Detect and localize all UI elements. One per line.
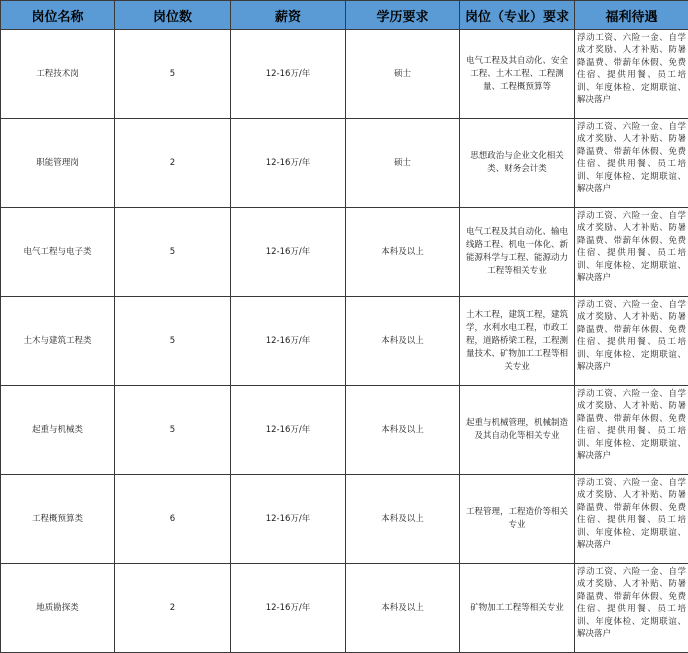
cell-education: 本科及以上 xyxy=(346,208,460,297)
header-education: 学历要求 xyxy=(346,1,460,30)
cell-position-count: 2 xyxy=(115,564,231,653)
cell-benefits: 浮动工资、六险一金、自学成才奖励、人才补贴、防暑降温费、带薪年休假、免费住宿、提供用餐、员工培训、年度体检、定期联谊、解决落户 xyxy=(575,208,688,297)
header-benefits: 福利待遇 xyxy=(575,1,688,30)
cell-education: 本科及以上 xyxy=(346,475,460,564)
header-major: 岗位（专业）要求 xyxy=(460,1,575,30)
cell-position-name: 地质勘探类 xyxy=(1,564,115,653)
cell-position-name: 工程技术岗 xyxy=(1,30,115,119)
cell-position-name: 土木与建筑工程类 xyxy=(1,297,115,386)
table-row xyxy=(1,119,688,208)
cell-salary: 12-16万/年 xyxy=(231,386,346,475)
table-row xyxy=(1,297,688,386)
cell-salary: 12-16万/年 xyxy=(231,30,346,119)
cell-education: 本科及以上 xyxy=(346,564,460,653)
table-header xyxy=(1,1,688,30)
cell-salary: 12-16万/年 xyxy=(231,475,346,564)
cell-education: 本科及以上 xyxy=(346,297,460,386)
cell-position-count: 5 xyxy=(115,208,231,297)
cell-position-name: 起重与机械类 xyxy=(1,386,115,475)
cell-salary: 12-16万/年 xyxy=(231,119,346,208)
cell-position-count: 6 xyxy=(115,475,231,564)
cell-benefits: 浮动工资、六险一金、自学成才奖励、人才补贴、防暑降温费、带薪年休假、免费住宿、提供用餐、员工培训、年度体检、定期联谊、解决落户 xyxy=(575,475,688,564)
table-row xyxy=(1,564,688,653)
cell-major: 起重与机械管理，机械制造及其自动化等相关专业 xyxy=(460,386,575,475)
cell-benefits: 浮动工资、六险一金、自学成才奖励、人才补贴、防暑降温费、带薪年休假、免费住宿、提供用餐、员工培训、年度体检、定期联谊、解决落户 xyxy=(575,386,688,475)
cell-position-count: 5 xyxy=(115,297,231,386)
cell-benefits: 浮动工资、六险一金、自学成才奖励、人才补贴、防暑降温费、带薪年休假、免费住宿、提供用餐、员工培训、年度体检、定期联谊、解决落户 xyxy=(575,564,688,653)
cell-major: 矿物加工工程等相关专业 xyxy=(460,564,575,653)
table-row xyxy=(1,30,688,119)
header-row xyxy=(1,1,688,30)
cell-benefits: 浮动工资、六险一金、自学成才奖励、人才补贴、防暑降温费、带薪年休假、免费住宿、提供用餐、员工培训、年度体检、定期联谊、解决落户 xyxy=(575,30,688,119)
cell-position-count: 5 xyxy=(115,30,231,119)
cell-education: 硕士 xyxy=(346,30,460,119)
header-position-name: 岗位名称 xyxy=(1,1,115,30)
cell-education: 硕士 xyxy=(346,119,460,208)
table-body xyxy=(1,30,688,653)
cell-education: 本科及以上 xyxy=(346,386,460,475)
table-row xyxy=(1,208,688,297)
cell-major: 思想政治与企业文化相关类、财务会计类 xyxy=(460,119,575,208)
cell-position-name: 工程概预算类 xyxy=(1,475,115,564)
table-row xyxy=(1,386,688,475)
table-row xyxy=(1,475,688,564)
header-salary: 薪资 xyxy=(231,1,346,30)
cell-major: 土木工程，建筑工程，建筑学，水利水电工程，市政工程，道路桥梁工程，工程测量技术、矿物加工工程等相关专业 xyxy=(460,297,575,386)
cell-benefits: 浮动工资、六险一金、自学成才奖励、人才补贴、防暑降温费、带薪年休假、免费住宿、提供用餐、员工培训、年度体检、定期联谊、解决落户 xyxy=(575,119,688,208)
cell-position-name: 电气工程与电子类 xyxy=(1,208,115,297)
cell-major: 电气工程及其自动化、输电线路工程、机电一体化、新能源科学与工程、能源动力工程等相关专业 xyxy=(460,208,575,297)
cell-position-count: 5 xyxy=(115,386,231,475)
cell-position-name: 职能管理岗 xyxy=(1,119,115,208)
cell-salary: 12-16万/年 xyxy=(231,208,346,297)
cell-position-count: 2 xyxy=(115,119,231,208)
cell-major: 电气工程及其自动化、安全工程、土木工程、工程测量、工程概预算等 xyxy=(460,30,575,119)
header-position-count: 岗位数 xyxy=(115,1,231,30)
cell-salary: 12-16万/年 xyxy=(231,564,346,653)
cell-benefits: 浮动工资、六险一金、自学成才奖励、人才补贴、防暑降温费、带薪年休假、免费住宿、提供用餐、员工培训、年度体检、定期联谊、解决落户 xyxy=(575,297,688,386)
cell-major: 工程管理，工程造价等相关专业 xyxy=(460,475,575,564)
cell-salary: 12-16万/年 xyxy=(231,297,346,386)
